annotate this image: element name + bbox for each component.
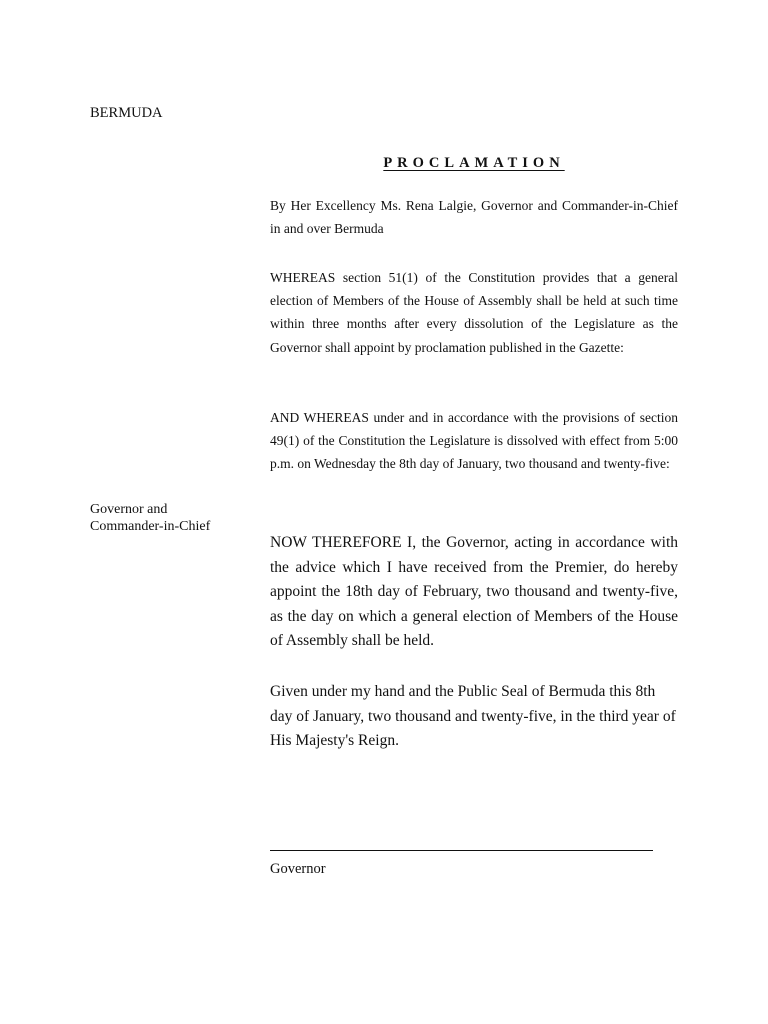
now-therefore-paragraph: NOW THEREFORE I, the Governor, acting in accordance with the advice which I have received from the Premier, do hereby appoint the 18th day of February, two thousand and twenty-five, as the day on which a general election of Members of the House of Assembly shall be held. xyxy=(270,534,678,650)
and-whereas-paragraph: AND WHEREAS under and in accordance with the provisions of section 49(1) of the Constitution the Legislature is dissolved with effect from 5:00 p.m. on Wednesday the 8th day of January, two thousand and twenty-five: xyxy=(270,410,678,472)
intro-paragraph: By Her Excellency Ms. Rena Lalgie, Governor and Commander-in-Chief in and over Bermuda xyxy=(270,198,678,237)
signature-title: Governor xyxy=(270,861,326,877)
whereas-paragraph: WHEREAS section 51(1) of the Constitution provides that a general election of Members of the House of Assembly shall be held at such time within three months after every dissolution of the Legislature as the Governor shall appoint by proclamation published in the Gazette: xyxy=(270,270,678,355)
side-label xyxy=(90,502,260,535)
given-under-hand-paragraph: Given under my hand and the Public Seal of Bermuda this 8th day of January, two thousand and twenty-five, in the third year of His Majesty's Reign. xyxy=(270,683,676,750)
side-label-line1: Governor and xyxy=(90,502,168,517)
side-label-line2: Commander-in-Chief xyxy=(90,518,211,534)
proclamation-title: PROCLAMATION xyxy=(383,155,565,171)
signature-line xyxy=(270,850,653,851)
country-heading: BERMUDA xyxy=(90,105,163,121)
